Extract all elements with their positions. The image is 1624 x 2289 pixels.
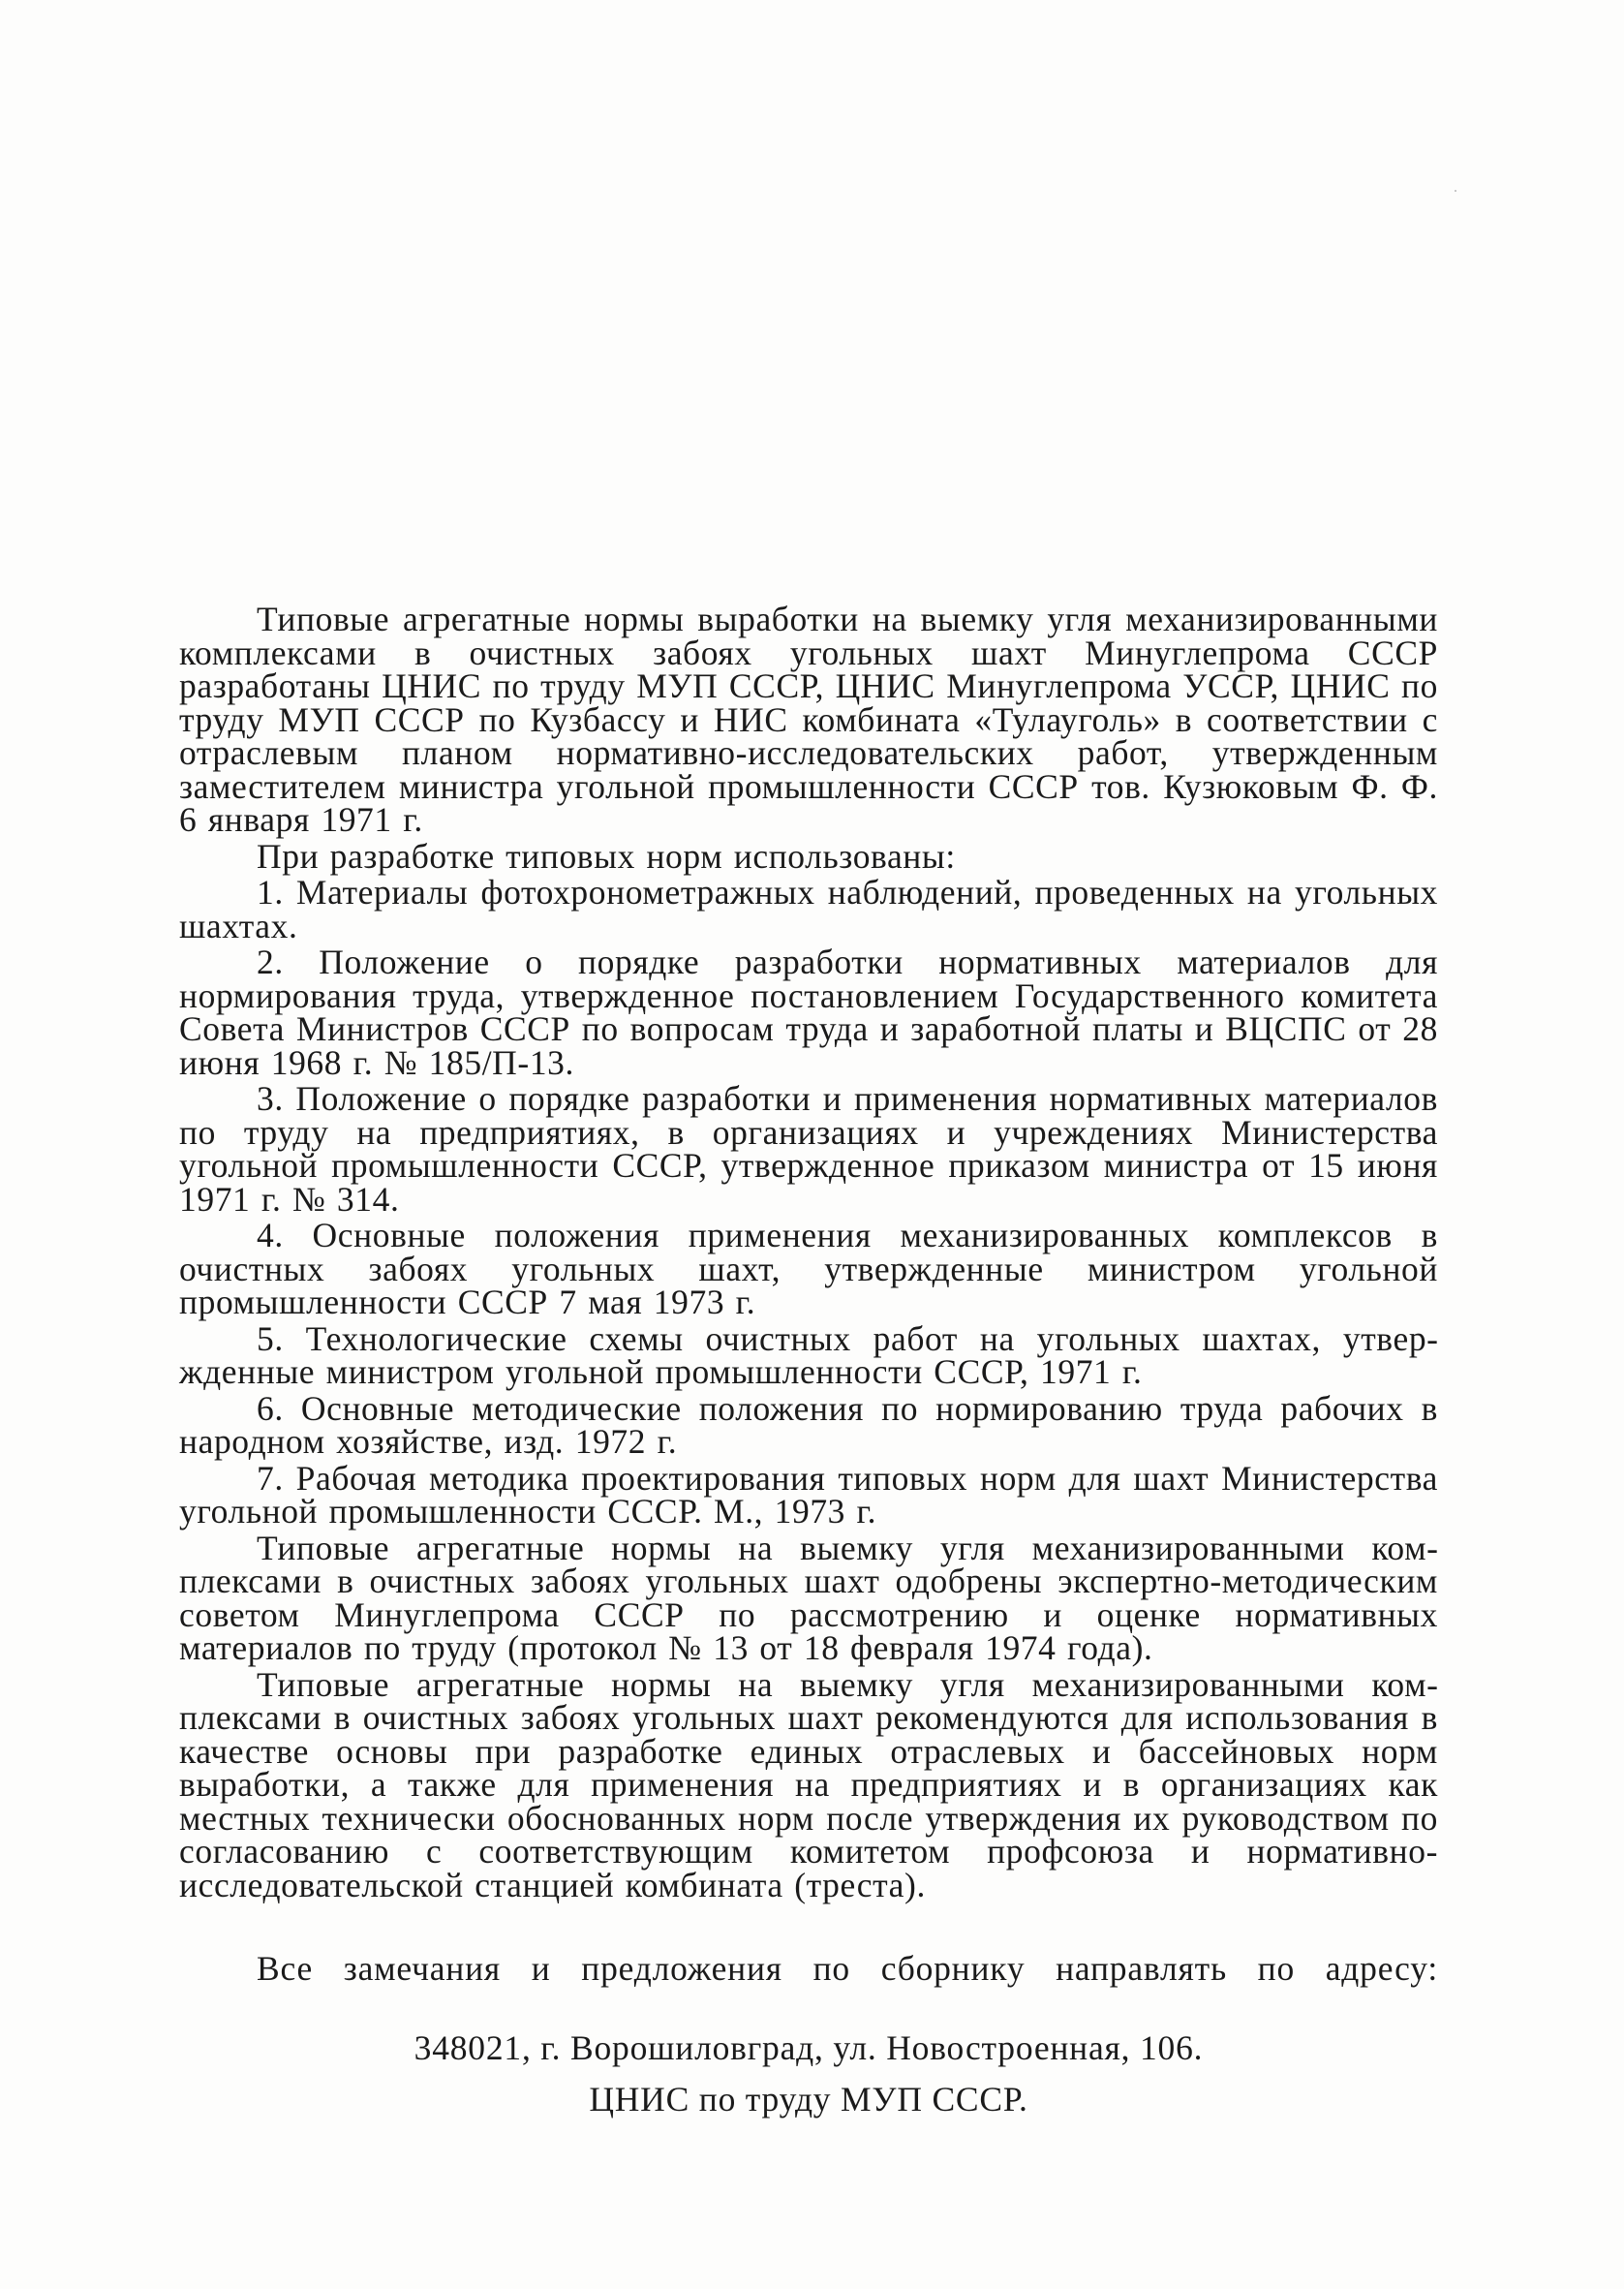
address-line-organization: ЦНИС по труду МУП СССР. bbox=[589, 2080, 1028, 2119]
source-item-5: 5. Технологические схемы очистных работ на угольных шахтах, утвержденные министром угольной промышленности СССР, 1971 г. bbox=[179, 1318, 1438, 1391]
intro-paragraph: Типовые агрегатные нормы выработки на выемку угля механизированными комплексами в очистных забоях угольных шахт Минуглепрома СССР разработаны ЦНИС по труду МУП СССР, ЦНИС Минуглепрома УССР, ЦНИС по труду МУП СССР по Кузбассу и НИС комбината «Тулауголь» в соответствии с отраслевым планом нормативно-исследовательских работ, утвержденным заместителем министра угольной промышленности СССР тов. Кузюковым Ф. Ф. 6 января 1971 г. bbox=[179, 600, 1438, 839]
source-item-7: 7. Рабочая методика проектирования типовых норм для шахт Министерства угольной промышленности СССР. М., 1973 г. bbox=[179, 1458, 1438, 1531]
recommendation-paragraph: Типовые агрегатные нормы на выемку угля механизированными комплексами в очистных забоях угольных шахт рекомендуются для использования в качестве основы при разработке единых отраслевых и бассейновых норм выработки, а также для применения на предприятиях и в организациях как местных технически обоснованных норм после утверждения их руководством по согласованию с соответствующим комитетом профсоюза и нормативно-исследовательской станцией комбината (треста). bbox=[179, 1664, 1438, 1904]
address-line-street: 348021, г. Ворошиловград, ул. Новостроенная, 106. bbox=[414, 2028, 1204, 2067]
body-text bbox=[179, 600, 1438, 1904]
postal-address bbox=[179, 2025, 1438, 2122]
source-item-6: 6. Основные методические положения по нормированию труда рабочих в народном хозяйстве, изд. 1972 г. bbox=[179, 1388, 1438, 1461]
approval-paragraph: Типовые агрегатные нормы на выемку угля механизированными комплексами в очистных забоях угольных шахт одобрены экспертно-методическим советом Минуглепрома СССР по рассмотрению и оценке нормативных материалов по труду (протокол № 13 от 18 февраля 1974 года). bbox=[179, 1528, 1438, 1667]
source-item-3: 3. Положение о порядке разработки и применения нормативных материалов по труду на предприятиях, в организациях и учреждениях Министерства угольной промышленности СССР, утвержденное приказом министра от 15 июня 1971 г. № 314. bbox=[179, 1079, 1438, 1219]
source-item-4: 4. Основные положения применения механизированных комплексов в очистных забоях угольных шахт, утвержденные министром угольной промышленности СССР 7 мая 1973 г. bbox=[179, 1216, 1438, 1321]
scan-speck bbox=[1455, 190, 1456, 192]
sources-heading: При разработке типовых норм использованы: bbox=[257, 836, 956, 876]
source-item-2: 2. Положение о порядке разработки нормативных материалов для нормирования труда, утвержденное постановлением Государственного комитета Совета Министров СССР по вопросам труда и заработной платы и ВЦСПС от 28 июня 1968 г. № 185/П-13. bbox=[179, 943, 1438, 1082]
feedback-notice: Все замечания и предложения по сборнику направлять по адресу: bbox=[257, 1949, 1438, 1988]
source-item-1: 1. Материалы фотохронометражных наблюдений, проведенных на угольных шахтах. bbox=[179, 873, 1438, 945]
